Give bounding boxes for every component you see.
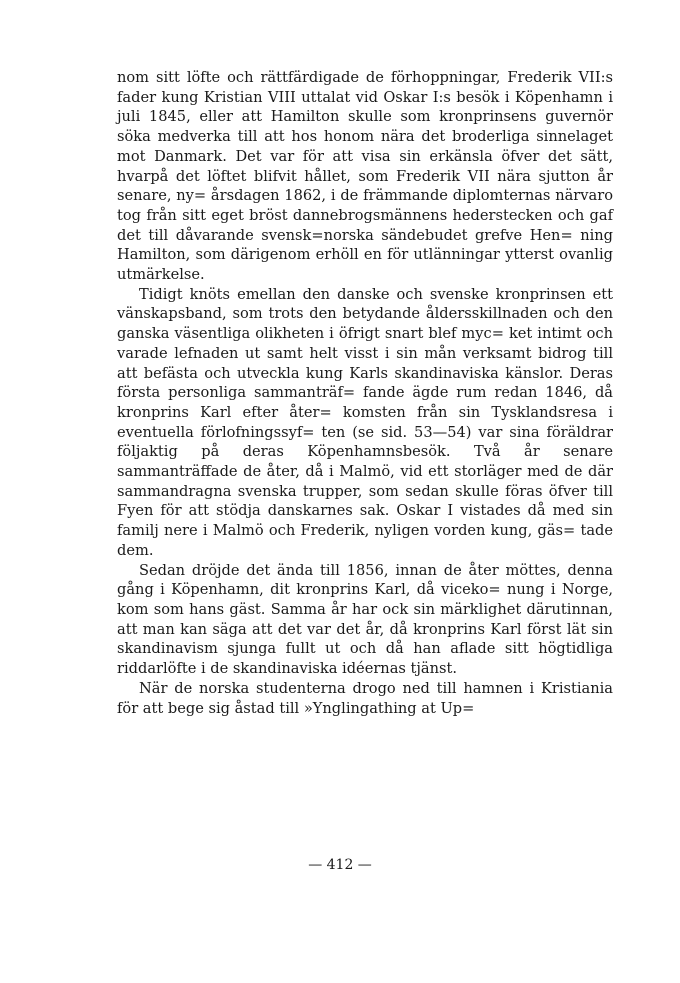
paragraph-1: nom sitt löfte och rättfärdigade de förhoppningar, Frederik VII:s fader kung Kristian VIII uttalat vid Oskar I:s besök i Köpenhamn i juli 1845, eller att Hamilton skulle som kronprinsens guvernör söka medverka till att hos honom nära det broderliga sinnelaget mot Danmark. Det var för att visa sin erkänsla öfver det sätt, hvarpå det löftet blifvit hållet, som Frederik VII nära sjutton år senare, ny= årsdagen 1862, i de främmande diplomternas närvaro tog från sitt eget bröst dannebrogsmännens hederstecken och gaf det till dåvarande svensk=norska sändebudet grefve Hen= ning Hamilton, som därigenom erhöll en för utlänningar ytterst ovanlig utmärkelse. <box>117 69 613 284</box>
paragraph-2: Tidigt knöts emellan den danske och svenske kronprinsen ett vänskapsband, som trots den betydande åldersskillnaden och den ganska väsentliga olikheten i öfrigt snart blef myc= ket intimt och varade lefnaden ut samt helt visst i sin mån verksamt bidrog till att befästa och utveckla kung Karls skandinaviska känslor. Deras första personliga sammanträf= fande ägde rum redan 1846, då kronprins Karl efter åter= komsten från sin Tysklandsresa i eventuella förlofningssyf= ten (se sid. 53—54) var sina föräldrar följaktig på deras Köpenhamnsbesök. Två år senare sammanträffade de åter, då i Malmö, vid ett storläger med de där sammandragna svenska trupper, som sedan skulle föras öfver till Fyen för att stödja danskarnes sak. Oskar I vistades då med sin familj nere i Malmö och Frederik, nyligen vorden kung, gäs= tade dem. <box>117 285 613 559</box>
paragraph-3: Sedan dröjde det ända till 1856, innan de åter möttes, denna gång i Köpenhamn, dit kronprins Karl, då viceko= nung i Norge, kom som hans gäst. Samma år har ock sin märklighet därutinnan, att man kan säga att det var det år, då kronprins Karl först lät sin skandinavism sjunga fullt ut och då han aflade sitt högtidliga riddarlöfte i de skandinaviska idéernas tjänst. <box>117 561 613 678</box>
paragraph-4: När de norska studenterna drogo ned till hamnen i Kristiania för att bege sig åstad till »Ynglingathing at Up= <box>117 679 613 717</box>
page-number: — 412 — <box>308 857 372 873</box>
page-body <box>117 68 613 718</box>
